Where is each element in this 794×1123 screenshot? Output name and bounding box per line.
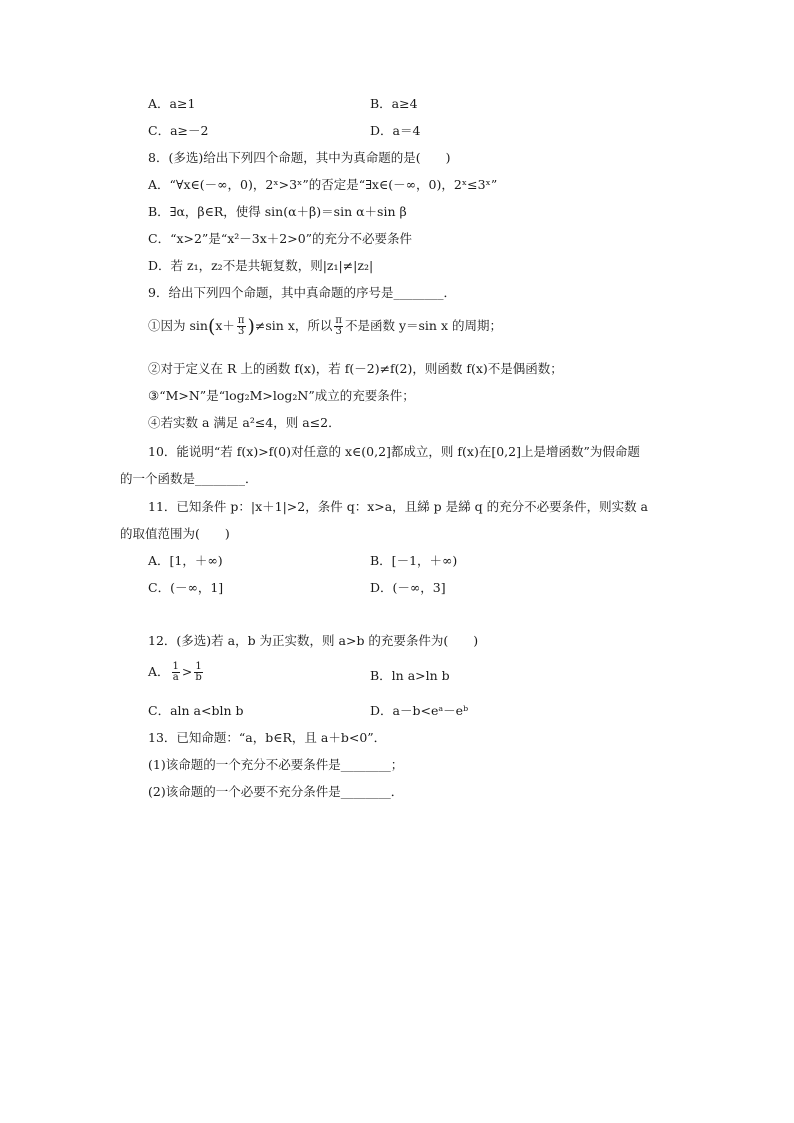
fraction-numerator: π — [335, 315, 342, 326]
fraction-numerator: 1 — [172, 661, 179, 672]
fraction-numerator: 1 — [195, 661, 202, 672]
q9-item-1-middle: ≠sin x，所以 — [254, 318, 333, 333]
q8-option-b: B．∃α，β∈R，使得 sin(α＋β)＝sin α＋sin β — [148, 204, 407, 219]
one-over-a-fraction — [172, 662, 180, 683]
q13-part-2: (2)该命题的一个必要不充分条件是________． — [148, 784, 404, 799]
q7-option-d: D．a＝4 — [370, 123, 421, 138]
pi-over-3-fraction — [237, 316, 246, 337]
q9-item-1 — [148, 316, 502, 337]
q9-item-3: ③“M>N”是“log₂M>log₂N”成立的充要条件； — [148, 388, 415, 403]
q9-item-1-prefix: ①因为 sin — [148, 318, 208, 333]
q9-item-2: ②对于定义在 R 上的函数 f(x)，若 f(－2)≠f(2)，则函数 f(x)不是偶函数； — [148, 361, 563, 376]
q12-option-b: B．ln a>ln b — [370, 668, 450, 683]
fraction-numerator: π — [237, 315, 245, 326]
q11-option-a: A．[1，＋∞) — [148, 553, 223, 568]
q7-option-a: A．a≥1 — [148, 96, 196, 111]
q12-stem: 12．(多选)若 a，b 为正实数，则 a>b 的充要条件为( ) — [148, 633, 479, 648]
q8-option-c: C．“x>2”是“x²－3x＋2>0”的充分不必要条件 — [148, 231, 413, 246]
q11-option-d: D．(－∞，3] — [370, 580, 446, 595]
q8-option-a: A．“∀x∈(－∞，0)，2ˣ>3ˣ”的否定是“∃x∈(－∞，0)，2ˣ≤3ˣ” — [148, 177, 498, 192]
q10-line-2: 的一个函数是________． — [120, 471, 258, 486]
pi-over-3-fraction — [334, 316, 343, 337]
left-paren: ( — [207, 315, 216, 338]
fraction-denominator: a — [172, 672, 179, 683]
one-over-b-fraction — [194, 662, 202, 683]
q7-option-c: C．a≥－2 — [148, 123, 209, 138]
fraction-denominator: 3 — [238, 326, 245, 337]
q8-stem: 8．(多选)给出下列四个命题，其中为真命题的是( ) — [148, 150, 451, 165]
q11-option-b: B．[－1，＋∞) — [370, 553, 458, 568]
q10-line-1: 10．能说明“若 f(x)>f(0)对任意的 x∈(0,2]都成立，则 f(x)在[0,2]上是增函数”为假命题 — [148, 444, 640, 459]
fraction-denominator: b — [195, 672, 202, 683]
q12-option-d: D．a－b<eᵃ－eᵇ — [370, 703, 469, 718]
q13-part-1: (1)该命题的一个充分不必要条件是________； — [148, 757, 404, 772]
option-label: A． — [148, 664, 170, 679]
greater-than-sign: > — [181, 664, 193, 679]
q11-line-2: 的取值范围为( ) — [120, 526, 230, 541]
q12-option-c: C．aln a<bln b — [148, 703, 244, 718]
q9-item-1-suffix: 不是函数 y＝sin x 的周期； — [344, 318, 502, 333]
q11-option-c: C．(－∞，1] — [148, 580, 224, 595]
q11-line-1: 11．已知条件 p：|x＋1|>2，条件 q：x>a，且綈 p 是綈 q 的充分不必要条件，则实数 a — [148, 499, 649, 514]
q9-item-4: ④若实数 a 满足 a²≤4，则 a≤2． — [148, 415, 341, 430]
q13-stem: 13．已知命题：“a，b∈R，且 a＋b<0”． — [148, 730, 387, 745]
right-paren: ) — [247, 315, 255, 338]
fraction-denominator: 3 — [335, 326, 342, 337]
q8-option-d: D．若 z₁，z₂不是共轭复数，则|z₁|≠|z₂| — [148, 258, 374, 273]
q7-option-b: B．a≥4 — [370, 96, 418, 111]
q12-option-a — [148, 662, 205, 683]
q9-stem: 9．给出下列四个命题，其中真命题的序号是________． — [148, 285, 456, 300]
q9-item-1-arg: x＋ — [215, 318, 235, 333]
